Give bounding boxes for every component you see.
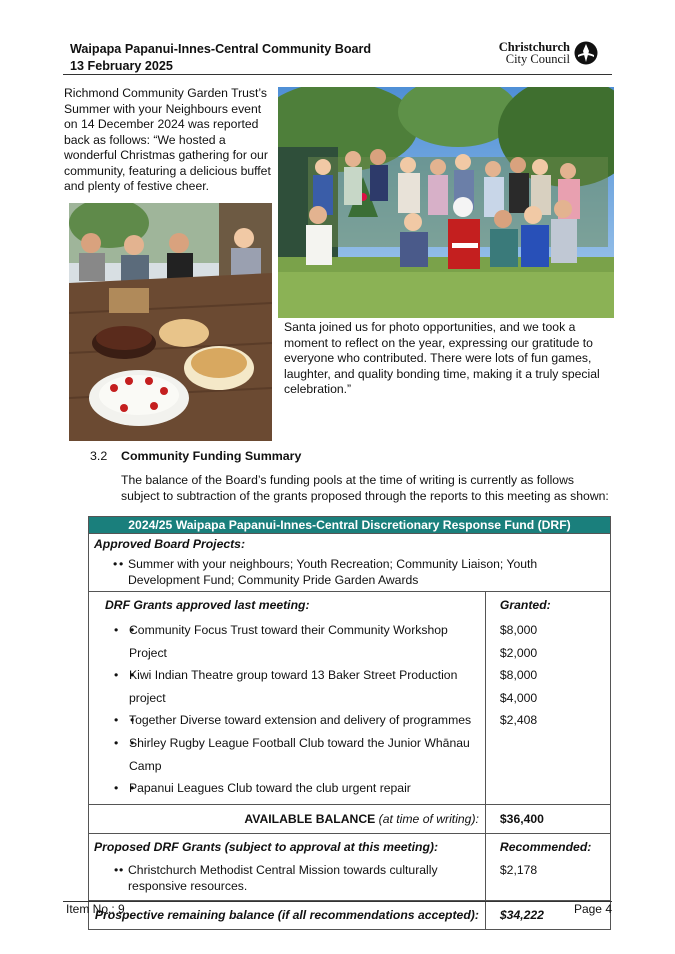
approved-projects-item-text: Summer with your neighbours; Youth Recreation; Community Liaison; Youth Development Fund; Community Pride Garden Awards — [128, 557, 538, 587]
prospective-balance-value: $34,222 — [485, 900, 610, 929]
meeting-date: 13 February 2025 — [70, 59, 173, 73]
available-balance-label: AVAILABLE BALANCE — [244, 811, 376, 826]
grant-name: Papanui Leagues Club toward the club urgent repair — [129, 781, 411, 796]
grant-amount: $2,408 — [499, 713, 538, 728]
logo-line-2: City Council — [505, 52, 570, 66]
section-body: The balance of the Board’s funding pools at the time of writing is currently as follows subject to subtraction of the grants proposed through the reports to this meeting as shown: — [121, 473, 609, 503]
intro-paragraph: Richmond Community Garden Trust’s Summer with your Neighbours event on 14 December 2024 was reported back as follows: “We hosted a wonderful Christmas gathering for our community, featuring a delicious buffet and plenty of festive cheer. — [64, 86, 271, 193]
photo-caption: Santa joined us for photo opportunities, and we took a moment to reflect on the year, expressing our gratitude to everyone who contributed. There were lots of fun games, laughter, and quality bonding time, making it a truly special celebration.” — [284, 320, 600, 397]
grant-list-item — [105, 732, 485, 777]
bullet-icon: • • — [114, 735, 119, 750]
recommended-heading: Recommended: — [499, 839, 592, 854]
available-balance-label-cell — [89, 804, 486, 833]
drf-funding-table — [88, 516, 611, 930]
bullet-icon: • • — [114, 862, 119, 877]
grant-amount: $2,000 — [499, 645, 538, 660]
recommended-amounts — [500, 862, 610, 878]
prospective-balance-label: Prospective remaining balance (if all recommendations accepted): — [89, 900, 486, 929]
footer-page-number: Page 4 — [573, 902, 612, 916]
cathedral-emblem-icon — [574, 41, 598, 65]
footer-item-number: Item No.: 9 — [66, 902, 125, 916]
recommended-amounts-cell — [485, 833, 610, 900]
bullet-icon: • • — [114, 623, 119, 637]
proposed-heading: Proposed DRF Grants (subject to approval at this meeting): — [94, 839, 438, 854]
header-rule — [63, 74, 612, 75]
grant-list-item — [105, 709, 485, 732]
board-name: Waipapa Papanui-Innes-Central Community Board — [70, 42, 372, 56]
approved-projects-heading: Approved Board Projects: — [94, 537, 246, 551]
proposed-list — [94, 862, 479, 894]
granted-heading: Granted: — [499, 598, 551, 612]
available-balance-note: (at time of writing): — [378, 811, 479, 826]
grant-amount: $2,178 — [499, 862, 538, 877]
approved-projects-item: • • Summer with your neighbours; Youth Recreation; Community Liaison; Youth Development Fund; Community Pride Garden Awards — [94, 556, 604, 588]
bullet-icon: • • — [114, 668, 119, 683]
grant-name: Together Diverse toward extension and delivery of programmes — [129, 713, 472, 728]
grant-name: Community Focus Trust toward their Community Workshop Project — [129, 623, 448, 660]
footer-rule — [63, 901, 612, 902]
granted-amounts — [500, 619, 610, 732]
table-banner: 2024/25 Waipapa Papanui-Innes-Central Discretionary Response Fund (DRF) — [89, 517, 611, 534]
grant-list-item — [105, 619, 485, 664]
approved-projects-cell — [89, 534, 611, 592]
festive-buffet-photo — [69, 203, 272, 441]
available-balance-value: $36,400 — [485, 804, 610, 833]
bullet-icon: • • — [114, 781, 119, 796]
granted-amounts-cell — [485, 592, 610, 805]
grant-name: Kiwi Indian Theatre group toward 13 Baker Street Production project — [129, 668, 458, 705]
proposed-grants-cell — [89, 833, 486, 900]
grant-amount: $8,000 — [499, 668, 538, 683]
grant-name: Christchurch Methodist Central Mission towards culturally responsive resources. — [128, 862, 438, 893]
logo-line-1: Christchurch — [498, 40, 570, 54]
grant-list-item — [105, 777, 485, 800]
grant-name: Shirley Rugby League Football Club toward the Junior Whānau Camp — [129, 735, 470, 773]
section-title: Community Funding Summary — [121, 449, 302, 463]
grant-list-item — [94, 862, 479, 894]
grant-amount: $4,000 — [499, 690, 538, 705]
grant-list-item — [105, 664, 485, 709]
grants-heading: DRF Grants approved last meeting: — [105, 598, 310, 612]
document-header-title — [70, 41, 371, 75]
section-number: 3.2 — [90, 449, 108, 463]
council-logo — [498, 41, 602, 69]
grants-list — [105, 619, 485, 800]
grants-list-cell — [89, 592, 486, 805]
bullet-icon: • • — [114, 713, 119, 728]
grant-amount: $8,000 — [499, 623, 538, 637]
group-photo-with-santa — [278, 87, 614, 318]
